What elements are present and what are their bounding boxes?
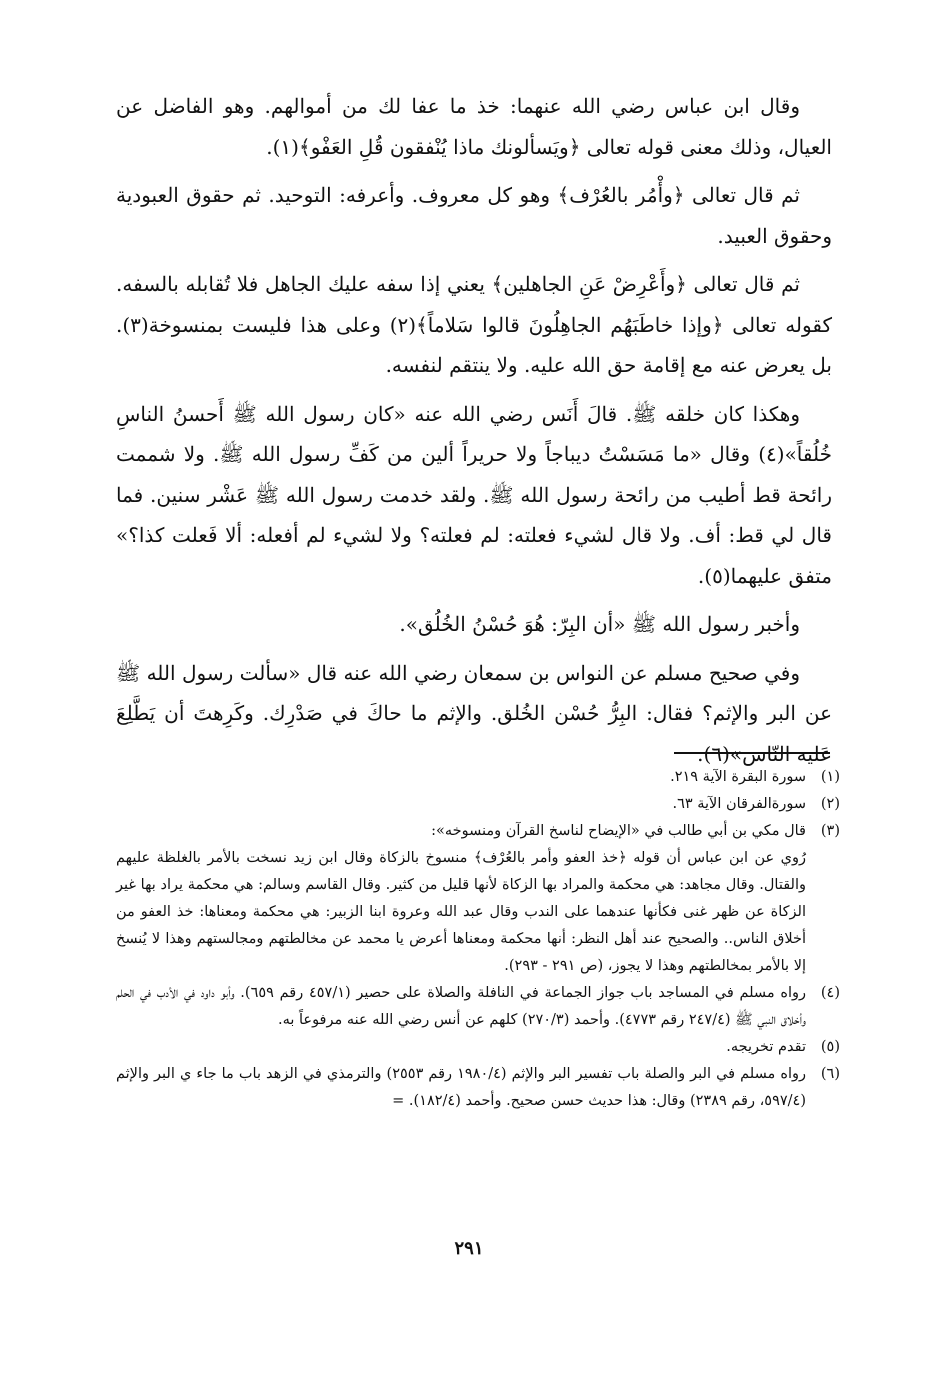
paragraph-5: وأخبر رسول الله ﷺ «أن البِرّ: هُوَ حُسْنُ الخُلُق». xyxy=(399,612,800,636)
paragraph-4: وهكذا كان خلقه ﷺ. قالَ أَنَس رضي الله عنه «كان رسول الله ﷺ أَحسنُ الناسِ خُلُقاً»(٤) وقال «ما مَسَسْتُ ديباجاً ولا حريراً ألين من كَفِّ رسول الله ﷺ. ولا شممت رائحة قط أطيب من رائحة رسول الله ﷺ. ولقد خدمت رسول الله ﷺ عَشْر سنين. فما قال لي قط: أف. ولا قال لشيء فعلته: لم فعلته؟ ولا لشيء لم أفعله: ألا فَعلت كذا؟» متفق عليهما(٥). xyxy=(116,401,833,588)
footnote-line: قال مكي بن أبي طالب في «الإيضاح لناسخ القرآن ومنسوخه»: xyxy=(431,823,806,839)
footnote-text xyxy=(116,1061,806,1115)
paragraph-3: ثم قال تعالى ﴿وأَعْرِضْ عَنِ الجاهلين﴾ يعني إذا سفه عليك الجاهل فلا تُقابله بالسفه. كقوله تعالى ﴿وإذا خاطَبَهُم الجاهِلُونَ قالوا سَلاماً﴾(٢) وعلى هذا فليست بمنسوخة(٣). بل يعرض عنه مع إقامة حق الله عليه. ولا ينتقم لنفسه. xyxy=(116,272,832,377)
footnote-line: رواه مسلم في البر والصلة باب تفسير البر والإثم (١٩٨٠/٤ رقم ٢٥٥٣) والترمذي في الزهد باب ما جاء ي البر والإثم (٥٩٧/٤، رقم ٢٣٨٩) وقال: هذا حديث حسن صحيح. وأحمد (١٨٢/٤). = xyxy=(116,1066,807,1109)
footnote-text xyxy=(116,764,806,791)
footnotes-block xyxy=(116,764,840,1115)
footnote-3 xyxy=(116,818,840,980)
footnote-line: تقدم تخريجه. xyxy=(726,1039,806,1055)
footnote-6 xyxy=(116,1061,840,1115)
footnote-number: (٥) xyxy=(820,1039,840,1055)
footnote-number: (٢) xyxy=(820,796,840,812)
footnote-text xyxy=(116,980,806,1034)
footnote-number: (٦) xyxy=(820,1066,840,1082)
footnote-4 xyxy=(116,980,840,1034)
footnote-number: (٣) xyxy=(820,823,840,839)
footnote-separator xyxy=(674,752,830,754)
footnote-5 xyxy=(116,1034,840,1061)
paragraph-2: ثم قال تعالى ﴿وأْمُر بالعُرْف﴾ وهو كل معروف. وأعرفه: التوحيد. ثم حقوق العبودية وحقوق العبيد. xyxy=(116,183,832,248)
footnote-line: رُوي عن ابن عباس أن قوله ﴿خذ العفو وأمر بالعُرْف﴾ منسوخ بالزكاة وقال ابن زيد نسخت بالأمر بالغلظة عليهم والقتال. وقال مجاهد: هي محكمة والمراد بها الزكاة لأنها قليل من كثير. وقال القاسم وسالم: هي محكمة يراد بها غير الزكاة عن ظهر غنى فكأنها عندهما على الندب وقال عبد الله وعروة ابنا الزبير: هي محكمة ومعناها: خذ العفو من أخلاق الناس.. والصحيح عند أهل النظر: أنها محكمة ومعناها أعرض يا محمد عن مخالطتهم ومجالستهم وهذا لا يُنسخ إلا بالأمر بمخالطتهم وهذا لا يجوز، (ص ٢٩١ - ٢٩٣). xyxy=(116,850,806,974)
paragraph-1: وقال ابن عباس رضي الله عنهما: خذ ما عفا لك من أموالهم. وهو الفاضل عن العيال، وذلك معنى قوله تعالى ﴿ويَسألونك ماذا يُنْفقون قُلِ العَفْو﴾(١). xyxy=(116,94,832,159)
footnote-text xyxy=(116,818,806,980)
footnote-line: رواه مسلم في المساجد باب جواز الجماعة في النافلة والصلاة على حصير (٤٥٧/١ رقم ٦٥٩). وأبو داود في الأدب في الحلم وأخلاق النبي ﷺ (٢٤٧/٤ رقم ٤٧٧٣). وأحمد (٢٧٠/٣) كلهم عن أنس رضي الله عنه مرفوعاً به. xyxy=(116,985,806,1028)
footnote-line: سورة البقرة الآية ٢١٩. xyxy=(670,769,806,785)
footnote-text xyxy=(116,791,806,818)
footnote-number: (١) xyxy=(820,769,840,785)
footnote-line: سورةالفرقان الآية ٦٣. xyxy=(672,796,806,812)
footnote-1 xyxy=(116,764,840,791)
paragraph-6: وفي صحيح مسلم عن النواس بن سمعان رضي الله عنه قال «سألت رسول الله ﷺ عن البر والإثم؟ فقال: البِرُّ حُسْن الخُلق. والإثم ما حاكَ في صَدْرِك. وكَرِهتَ أن يَطَّلِعَ عَليه النّاس»(٦). xyxy=(116,660,832,766)
footnote-number: (٤) xyxy=(820,985,840,1001)
footnote-2 xyxy=(116,791,840,818)
page-number: ٢٩١ xyxy=(454,1238,484,1259)
main-text-block xyxy=(116,86,832,782)
footnote-text xyxy=(116,1034,806,1061)
